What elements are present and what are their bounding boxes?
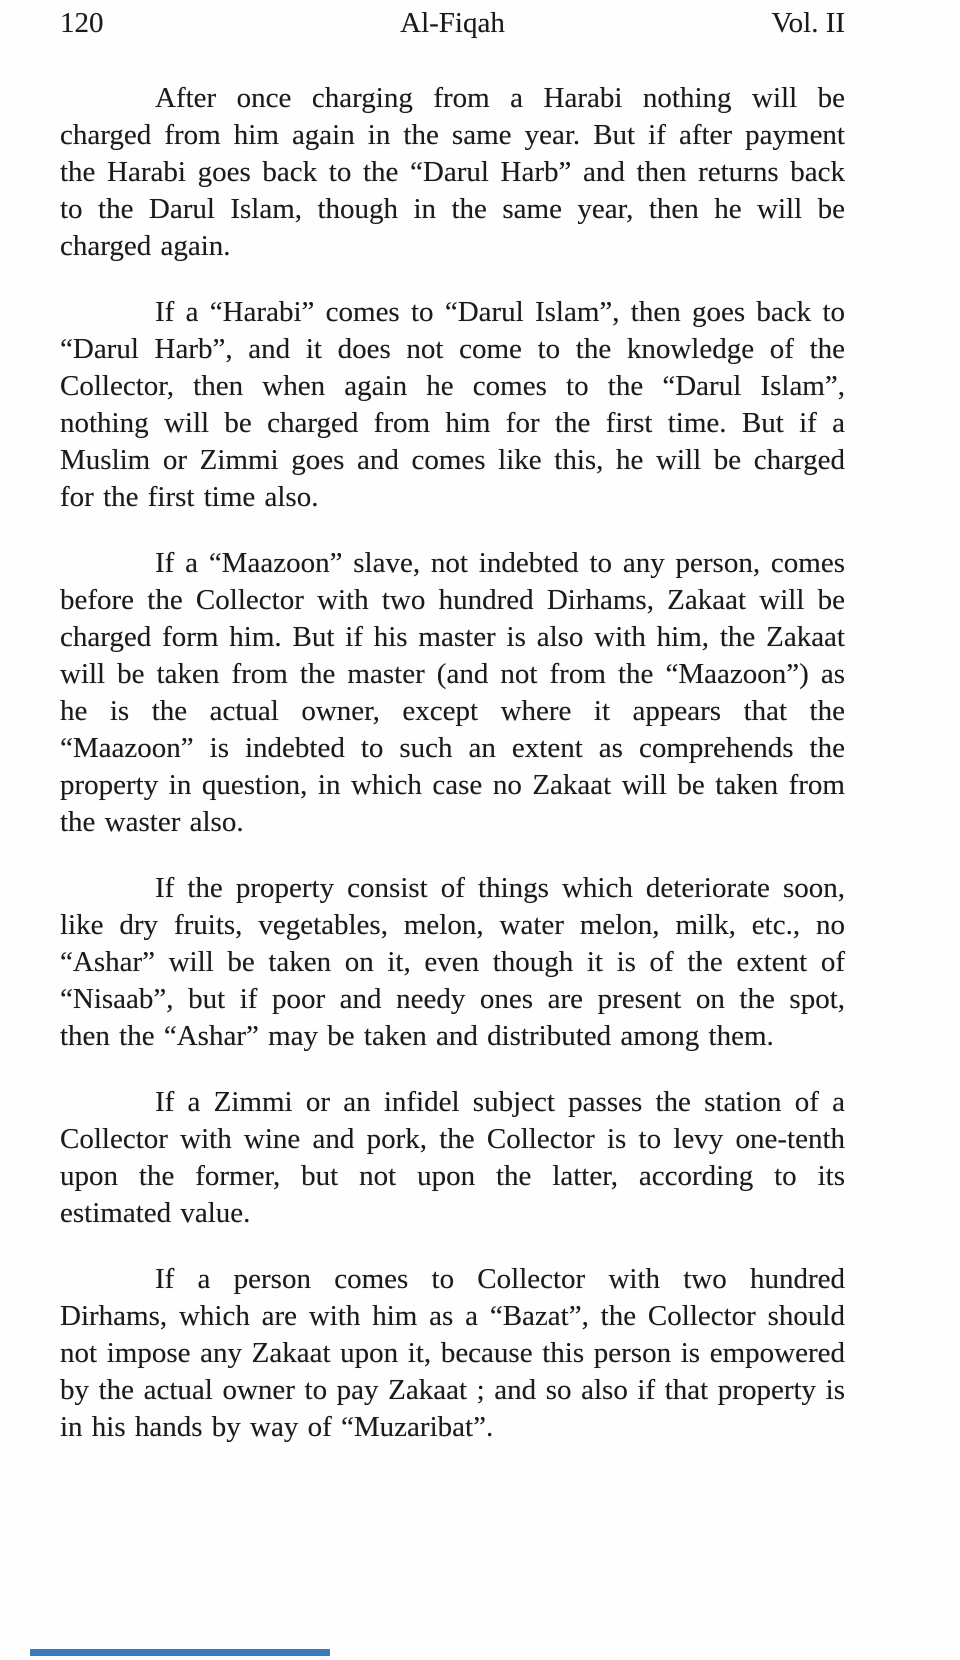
paragraph-harabi-returns: If a “Harabi” comes to “Darul Islam”, then goes back to “Darul Harb”, and it does not come to the knowledge of the Collector, then when again he comes to the “Darul Islam”, nothing will be charged from him for the first time. But if a Muslim or Zimmi goes and comes like this, he will be charged for the first time also. [60,296,845,513]
page-header [60,6,845,40]
paragraph-bazat-dirhams: If a person comes to Collector with two hundred Dirhams, which are with him as a “Bazat”, the Collector should not impose any Zakaat upon it, because this person is empowered by the actual owner to pay Zakaat ; and so also if that property is in his hands by way of “Muzaribat”. [60,1263,845,1443]
scan-artifact-blue-strip [30,1649,330,1656]
page-body-text [60,80,845,1446]
page-number: 120 [60,7,104,39]
paragraph-harabi-charging: After once charging from a Harabi nothing will be charged from him again in the same year. But if after payment the Harabi goes back to the “Darul Harb” and then returns back to the Darul Islam, though in the same year, then he will be charged again. [60,82,845,262]
paragraph-perishable-property: If the property consist of things which deteriorate soon, like dry fruits, vegetables, melon, water melon, milk, etc., no “Ashar” will be taken on it, even though it is of the extent of “Nisaab”, but if poor and needy ones are present on the spot, then the “Ashar” may be taken and distributed among them. [60,872,845,1052]
paragraph-maazoon-slave: If a “Maazoon” slave, not indebted to any person, comes before the Collector with two hundred Dirhams, Zakaat will be charged form him. But if his master is also with him, the Zakaat will be taken from the master (and not from the “Maazoon”) as he is the actual owner, except where it appears that the “Maazoon” is indebted to such an extent as comprehends the property in question, in which case no Zakaat will be taken from the waster also. [60,547,845,838]
paragraph-wine-and-pork: If a Zimmi or an infidel subject passes the station of a Collector with wine and pork, the Collector is to levy one-tenth upon the former, but not upon the latter, according to its estimated value. [60,1086,845,1229]
book-title: Al-Fiqah [400,7,505,39]
volume-label: Vol. II [771,7,846,39]
